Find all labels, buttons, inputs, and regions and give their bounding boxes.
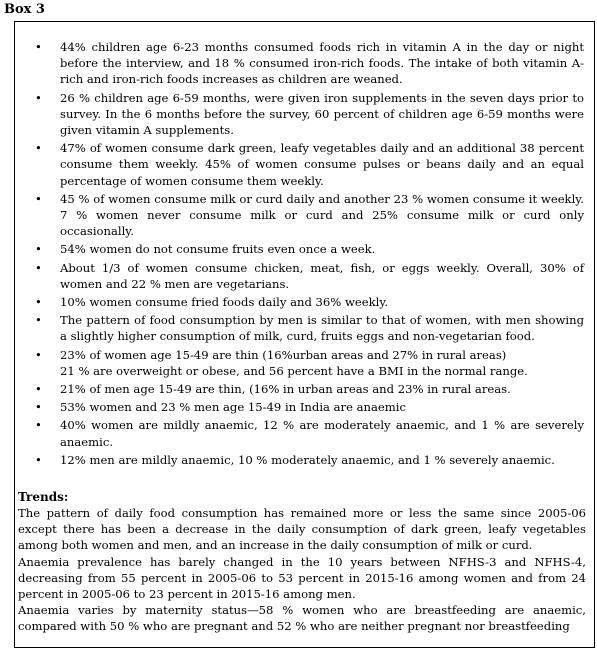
bullet-item-11	[24, 399, 584, 415]
bullet-item-5	[24, 241, 584, 257]
bullet-item-2	[24, 90, 584, 139]
bullet-item-7	[24, 294, 584, 310]
trends-heading: Trends:	[18, 490, 69, 504]
bullet-text: 26 % children age 6-59 months, were given iron supplements in the seven days prior to survey. In the 6 months before the survey, 60 percent of children age 6-59 months were given vitamin A supplements.	[60, 90, 584, 138]
bullet-text: 45 % of women consume milk or curd daily and another 23 % women consume it weekly. 7 % women never consume milk or curd and 25% consume milk or curd only occasionally.	[60, 191, 584, 239]
bullet-item-8	[24, 312, 584, 344]
box-heading: Box 3	[4, 2, 45, 17]
bullet-text-second-line: 21 % are overweight or obese, and 56 percent have a BMI in the normal range.	[60, 363, 528, 378]
trends-section	[18, 490, 586, 635]
bullet-text: 44% children age 6-23 months consumed foods rich in vitamin A in the day or night before the interview, and 18 % consumed iron-rich foods. The intake of both vitamin A-rich and iron-rich foods increases as children are weaned.	[60, 40, 584, 87]
bullet-item-4	[24, 191, 584, 240]
bullet-item-9	[24, 347, 584, 379]
trends-paragraph-2: Anaemia prevalence has barely changed in the 10 years between NFHS-3 and NFHS-4, decreasing from 55 percent in 2005-06 to 53 percent in 2015-16 among women and from 24 percent in 2005-06 to 23 percent in 2015-16 among men.	[18, 554, 586, 602]
bullet-text: 21% of men age 15-49 are thin, (16% in urban areas and 23% in rural areas.	[60, 382, 511, 397]
bullet-text: 12% men are mildly anaemic, 10 % moderately anaemic, and 1 % severely anaemic.	[60, 452, 555, 467]
bullet-item-10	[24, 381, 584, 397]
bullet-item-13	[24, 452, 584, 468]
bullet-text: 40% women are mildly anaemic, 12 % are moderately anaemic, and 1 % are severely anaemic.	[60, 418, 584, 449]
bullet-text: 53% women and 23 % men age 15-49 in India are anaemic	[60, 400, 406, 415]
trends-paragraph-1: The pattern of daily food consumption has remained more or less the same since 2005-06 except there has been a decrease in the daily consumption of dark green, leafy vegetables among both women and men, and an increase in the daily consumption of milk or curd.	[18, 506, 586, 553]
bullet-item-3	[24, 140, 584, 189]
bullet-list	[24, 39, 584, 470]
bullet-item-1	[24, 39, 584, 88]
bullet-text: 23% of women age 15-49 are thin (16%urban areas and 27% in rural areas)	[60, 347, 507, 362]
bullet-text: About 1/3 of women consume chicken, meat, fish, or eggs weekly. Overall, 30% of women and 22 % men are vegetarians.	[60, 260, 584, 291]
trends-paragraph-3: Anaemia varies by maternity status—58 % women who are breastfeeding are anaemic, compared with 50 % who are pregnant and 52 % who are neither pregnant nor breastfeeding	[18, 603, 586, 634]
bullet-item-6	[24, 260, 584, 292]
bullet-text: The pattern of food consumption by men is similar to that of women, with men showing a slightly higher consumption of milk, curd, fruits eggs and non-vegetarian food.	[60, 313, 584, 344]
bullet-text: 54% women do not consume fruits even once a week.	[60, 242, 376, 257]
bullet-text: 47% of women consume dark green, leafy vegetables daily and an additional 38 percent consume them weekly. 45% of women consume pulses or beans daily and an equal percentage of women consume them weekly.	[60, 141, 584, 188]
bullet-text: 10% women consume fried foods daily and 36% weekly.	[60, 295, 389, 310]
bullet-item-12	[24, 417, 584, 449]
